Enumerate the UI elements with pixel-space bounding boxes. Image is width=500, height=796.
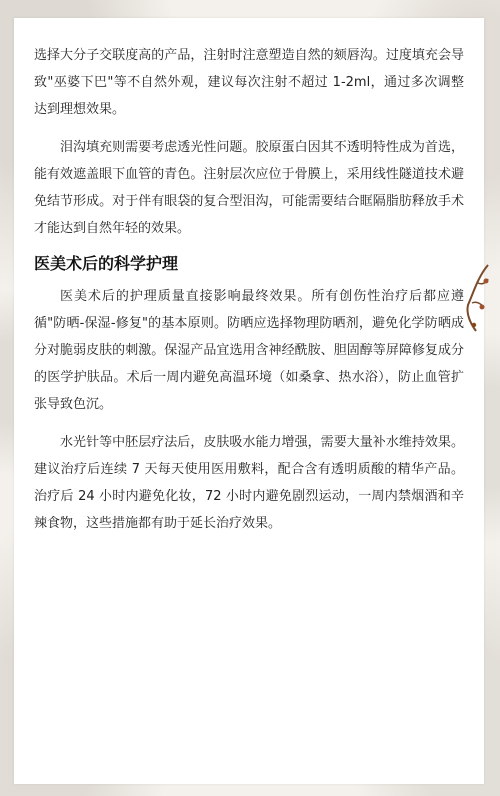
document-page <box>14 18 484 784</box>
paragraph-chin-filler: 选择大分子交联度高的产品，注射时注意塑造自然的颏唇沟。过度填充会导致"巫婆下巴"等不自然外观，建议每次注射不超过 1-2ml，通过多次调整达到理想效果。 <box>34 48 464 117</box>
article-body <box>34 42 464 548</box>
branch-decoration-icon <box>464 263 490 333</box>
paragraph-aftercare-principles: 医美术后的护理质量直接影响最终效果。所有创伤性治疗后都应遵循"防晒-保湿-修复"的基本原则。防晒应选择物理防晒剂，避免化学防晒成分对脆弱皮肤的刺激。保湿产品宜选用含神经酰胺、胆固醇等屏障修复成分的医学护肤品。术后一周内避免高温环境（如桑拿、热水浴），防止血管扩张导致色沉。 <box>34 289 464 412</box>
paragraph-mesotherapy-care: 水光针等中胚层疗法后，皮肤吸水能力增强，需要大量补水维持效果。建议治疗后连续 7 天每天使用医用敷料，配合含有透明质酸的精华产品。治疗后 24 小时内避免化妆，72 小时内避免剧烈运动，一周内禁烟酒和辛辣食物，这些措施都有助于延长治疗效果。 <box>34 435 464 531</box>
section-heading-aftercare: 医美术后的科学护理 <box>34 254 179 273</box>
paragraph-tear-trough: 泪沟填充则需要考虑透光性问题。胶原蛋白因其不透明特性成为首选，能有效遮盖眼下血管的青色。注射层次应位于骨膜上，采用线性隧道技术避免结节形成。对于伴有眼袋的复合型泪沟，可能需要结合眶隔脂肪释放手术才能达到自然年轻的效果。 <box>34 140 464 236</box>
